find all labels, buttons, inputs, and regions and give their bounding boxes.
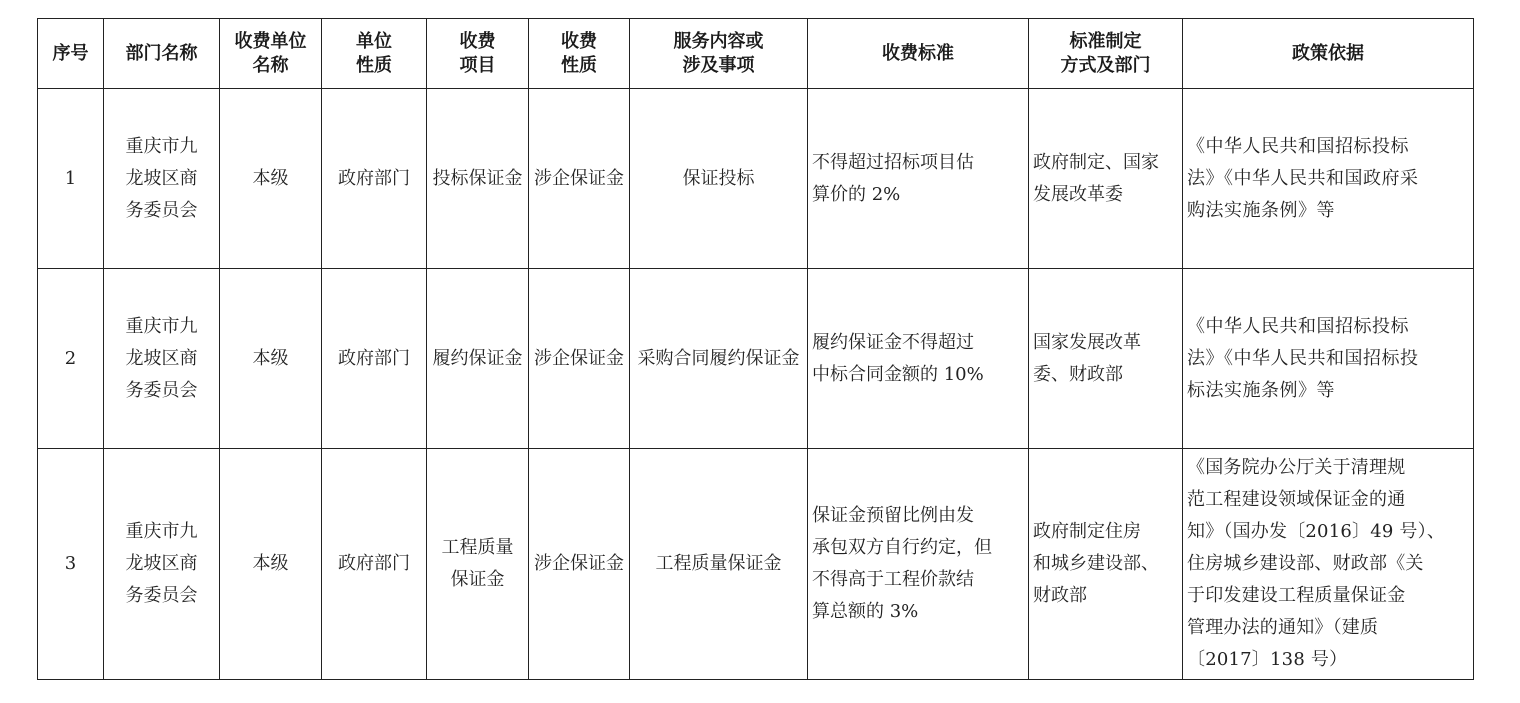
- cell-service: 保证投标: [630, 89, 808, 269]
- cell-item: 工程质量 保证金: [427, 449, 529, 680]
- table-row: [38, 269, 1474, 449]
- cell-no: 1: [38, 89, 104, 269]
- cell-service: 采购合同履约保证金: [630, 269, 808, 449]
- cell-method: 国家发展改革 委、财政部: [1029, 269, 1183, 449]
- cell-nature: 涉企保证金: [529, 89, 630, 269]
- cell-dept: 重庆市九 龙坡区商 务委员会: [104, 449, 220, 680]
- cell-dept: 重庆市九 龙坡区商 务委员会: [104, 89, 220, 269]
- fee-table: [37, 18, 1474, 680]
- cell-method: 政府制定、国家 发展改革委: [1029, 89, 1183, 269]
- cell-unit-name: 本级: [220, 89, 322, 269]
- cell-standard: 不得超过招标项目估 算价的 2%: [808, 89, 1029, 269]
- cell-method: 政府制定住房 和城乡建设部、 财政部: [1029, 449, 1183, 680]
- cell-policy: 《国务院办公厅关于清理规 范工程建设领域保证金的通 知》（国办发〔2016〕49 号）、 住房城乡建设部、财政部《关 于印发建设工程质量保证金 管理办法的通知》（建质 〔2017〕138 号）: [1183, 449, 1474, 680]
- header-standard: 收费标准: [808, 19, 1029, 89]
- cell-nature: 涉企保证金: [529, 269, 630, 449]
- header-item: 收费 项目: [427, 19, 529, 89]
- cell-unit-name: 本级: [220, 449, 322, 680]
- table-row: [38, 449, 1474, 680]
- header-row: [38, 19, 1474, 89]
- cell-nature: 涉企保证金: [529, 449, 630, 680]
- cell-dept: 重庆市九 龙坡区商 务委员会: [104, 269, 220, 449]
- cell-item: 履约保证金: [427, 269, 529, 449]
- cell-unit-type: 政府部门: [322, 449, 427, 680]
- header-policy: 政策依据: [1183, 19, 1474, 89]
- cell-no: 3: [38, 449, 104, 680]
- cell-policy: 《中华人民共和国招标投标 法》《中华人民共和国招标投 标法实施条例》等: [1183, 269, 1474, 449]
- table-row: [38, 89, 1474, 269]
- cell-unit-type: 政府部门: [322, 269, 427, 449]
- cell-service: 工程质量保证金: [630, 449, 808, 680]
- header-service: 服务内容或 涉及事项: [630, 19, 808, 89]
- cell-unit-name: 本级: [220, 269, 322, 449]
- cell-item: 投标保证金: [427, 89, 529, 269]
- cell-no: 2: [38, 269, 104, 449]
- cell-policy: 《中华人民共和国招标投标 法》《中华人民共和国政府采 购法实施条例》等: [1183, 89, 1474, 269]
- header-dept: 部门名称: [104, 19, 220, 89]
- cell-standard: 履约保证金不得超过 中标合同金额的 10%: [808, 269, 1029, 449]
- header-unit-name: 收费单位 名称: [220, 19, 322, 89]
- header-nature: 收费 性质: [529, 19, 630, 89]
- header-method: 标准制定 方式及部门: [1029, 19, 1183, 89]
- header-no: 序号: [38, 19, 104, 89]
- header-unit-type: 单位 性质: [322, 19, 427, 89]
- cell-standard: 保证金预留比例由发 承包双方自行约定，但 不得高于工程价款结 算总额的 3%: [808, 449, 1029, 680]
- cell-unit-type: 政府部门: [322, 89, 427, 269]
